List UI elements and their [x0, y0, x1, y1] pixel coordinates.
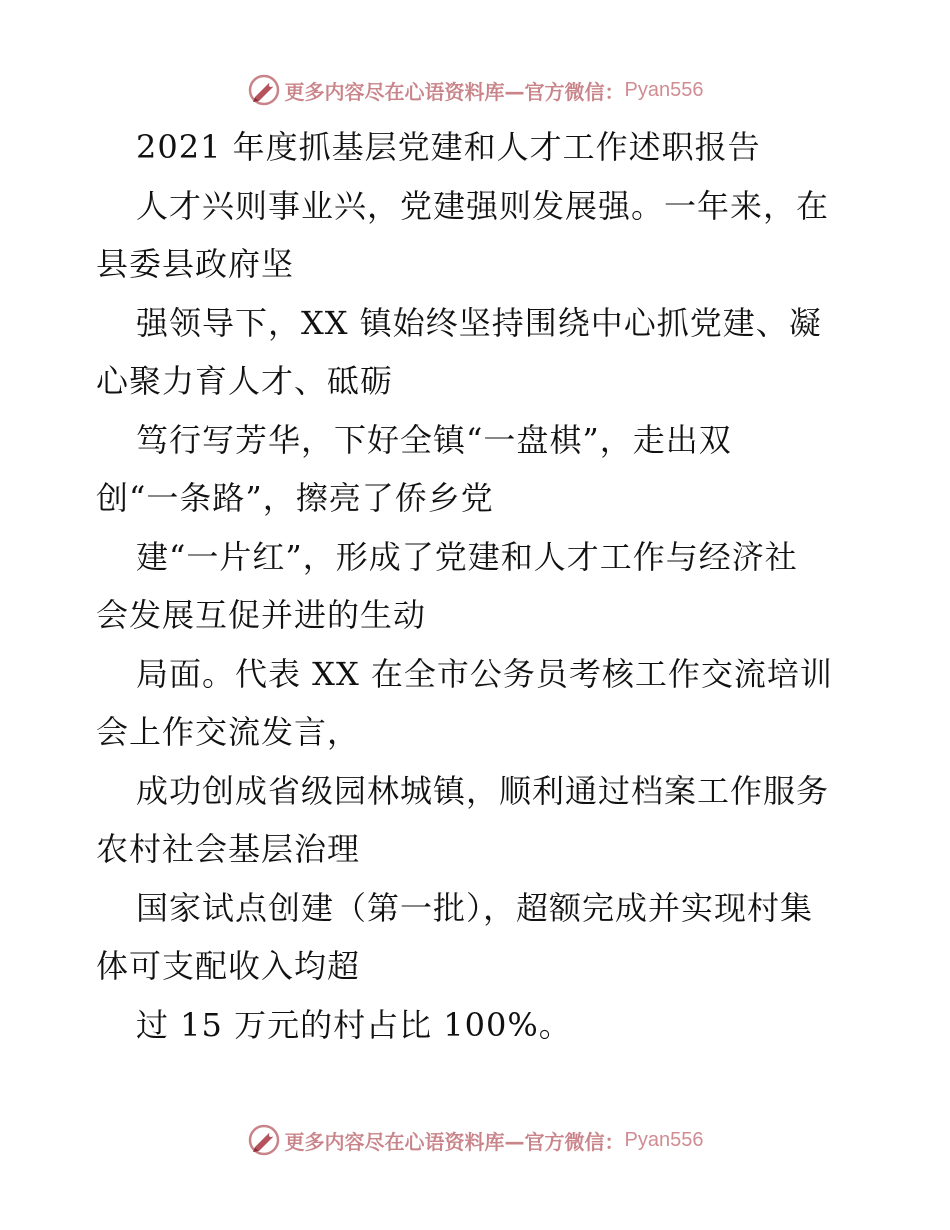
paragraph-line: 国家试点创建（第一批），超额完成并实现村集 [136, 888, 814, 927]
paragraph-line: 会上作交流发言， [96, 713, 361, 751]
paragraph-line: 体可支配收入均超 [96, 947, 361, 985]
paragraph-line: 人才兴则事业兴，党建强则发展强。一年来，在 [136, 186, 830, 225]
watermark-header [0, 70, 950, 110]
paragraph-line: 农村社会基层治理 [96, 830, 361, 868]
paragraph-line: 成功创成省级园林城镇，顺利通过档案工作服务 [136, 771, 830, 810]
pen-logo-icon [247, 73, 281, 107]
document-title: 2021 年度抓基层党建和人才工作述职报告 [136, 128, 761, 166]
watermark-text: 更多内容尽在心语资料库—官方微信： [284, 1129, 625, 1154]
pen-logo-icon [247, 1123, 281, 1157]
paragraph-line: 过 15 万元的村占比 100%。 [136, 1005, 572, 1044]
paragraph-line: 心聚力育人才、砥砺 [96, 362, 394, 400]
paragraph-line: 县委县政府坚 [96, 245, 295, 283]
document-body [96, 118, 856, 1054]
watermark-wechat-id: Pyan556 [624, 78, 704, 101]
paragraph-line: 建“一片红”，形成了党建和人才工作与经济社 [136, 537, 798, 576]
paragraph-line: 创“一条路”，擦亮了侨乡党 [96, 479, 494, 517]
paragraph-line: 强领导下，XX 镇始终坚持围绕中心抓党建、凝 [136, 303, 822, 342]
paragraph-line: 局面。代表 XX 在全市公务员考核工作交流培训 [136, 654, 833, 693]
paragraph-line: 笃行写芳华，下好全镇“一盘棋”，走出双 [136, 420, 732, 459]
paragraph-line: 会发展互促并进的生动 [96, 596, 427, 634]
watermark-footer [0, 1120, 950, 1160]
watermark-text: 更多内容尽在心语资料库—官方微信： [284, 79, 625, 104]
watermark-wechat-id: Pyan556 [624, 1128, 704, 1151]
